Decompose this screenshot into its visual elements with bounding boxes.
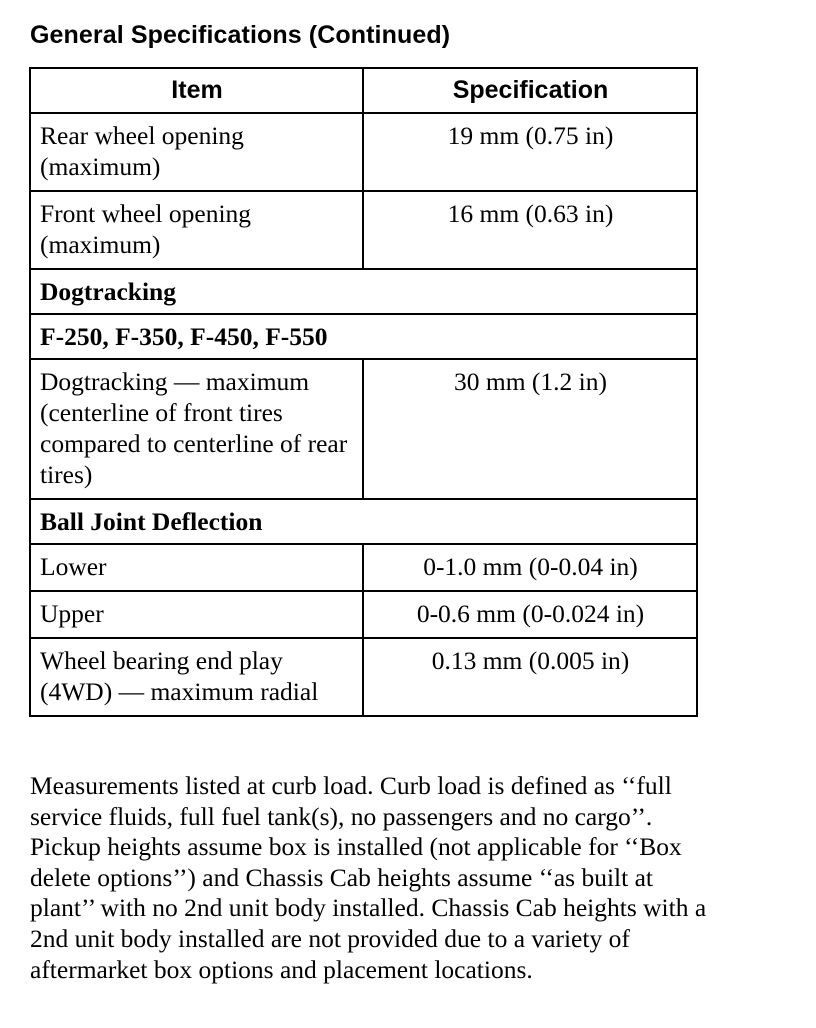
row-item-dogtracking-maximum: Dogtracking — maximum (centerline of front tires compared to centerline of rear tires) (30, 359, 363, 499)
row-value-upper: 0-0.6 mm (0-0.024 in) (363, 591, 697, 638)
section-heading-ball-joint-deflection: Ball Joint Deflection (30, 499, 697, 544)
section-heading-models: F-250, F-350, F-450, F-550 (30, 314, 697, 359)
row-item-wheel-bearing-end-play: Wheel bearing end play (4WD) — maximum radial (30, 638, 363, 716)
table-section-row (30, 314, 697, 359)
specifications-table (29, 67, 698, 717)
header-specification: Specification (363, 68, 697, 113)
header-item: Item (30, 68, 363, 113)
row-value-wheel-bearing-end-play: 0.13 mm (0.005 in) (363, 638, 697, 716)
row-value-dogtracking-maximum: 30 mm (1.2 in) (363, 359, 697, 499)
row-item-lower: Lower (30, 544, 363, 591)
table-row (30, 113, 697, 191)
section-heading-dogtracking: Dogtracking (30, 269, 697, 314)
table-row (30, 191, 697, 269)
row-value-front-wheel-opening: 16 mm (0.63 in) (363, 191, 697, 269)
table-row (30, 591, 697, 638)
footnote-paragraph: Measurements listed at curb load. Curb load is defined as ‘‘full service fluids, full fuel tank(s), no passengers and no cargo’’. Pickup heights assume box is installed (not applicable for ‘‘Box delete options’’) and Chassis Cab heights assume ‘‘as built at plant’’ with no 2nd unit body installed. Chassis Cab heights with a 2nd unit body installed are not provided due to a variety of aftermarket box options and placement locations. (30, 771, 707, 984)
row-value-rear-wheel-opening: 19 mm (0.75 in) (363, 113, 697, 191)
table-row (30, 638, 697, 716)
row-item-rear-wheel-opening: Rear wheel opening (maximum) (30, 113, 363, 191)
table-section-row (30, 499, 697, 544)
row-value-lower: 0-1.0 mm (0-0.04 in) (363, 544, 697, 591)
table-row (30, 359, 697, 499)
table-row (30, 544, 697, 591)
row-item-front-wheel-opening: Front wheel opening (maximum) (30, 191, 363, 269)
row-item-upper: Upper (30, 591, 363, 638)
table-header-row (30, 68, 697, 113)
table-section-row (30, 269, 697, 314)
page-title: General Specifications (Continued) (30, 21, 451, 49)
